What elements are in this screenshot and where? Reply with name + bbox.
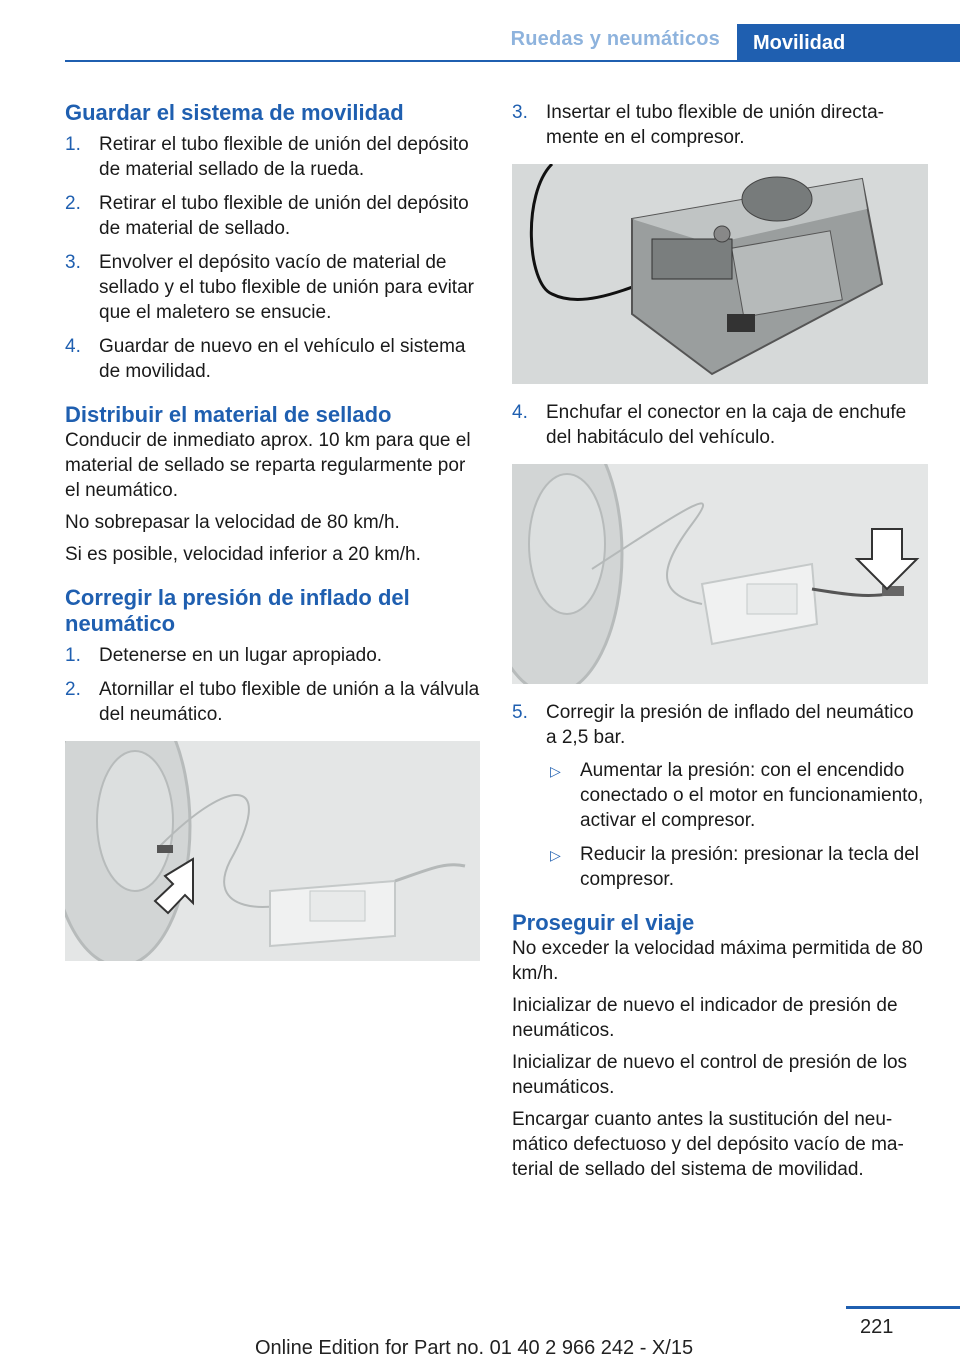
- triangle-bullet-icon: ▷: [550, 847, 561, 863]
- paragraph: Encargar cuanto antes la sustitución del neumático defectuoso y del depósito vacío de material de sellado del sistema de movilidad.: [512, 1109, 904, 1180]
- pressure-steps: [65, 643, 480, 727]
- step-text: Envolver el depósito vacío de material de sellado y el tubo flexible de unión para evitar que el maletero se ensucie.: [99, 252, 474, 323]
- compressor-steps-b: [512, 400, 928, 450]
- compressor-illustration: [512, 164, 928, 384]
- list-item: [65, 191, 480, 241]
- step-number: 1.: [65, 134, 81, 155]
- section-title-correct-pressure: Corregir la presión de inflado del neumático: [65, 585, 410, 636]
- step-text: Corregir la presión de inflado del neumático a 2,5 bar.: [546, 702, 914, 748]
- step-number: 2.: [65, 193, 81, 214]
- paragraph: Si es posible, velocidad inferior a 20 km/h.: [65, 544, 421, 565]
- step-number: 3.: [512, 102, 528, 123]
- step-number: 1.: [65, 645, 81, 666]
- list-item: [512, 700, 928, 892]
- step-text: Guardar de nuevo en el vehículo el sistema de movilidad.: [99, 336, 466, 382]
- step-text: Retirar el tubo flexible de unión del depósito de material de sellado.: [99, 193, 469, 239]
- sub-list-item: [546, 842, 928, 892]
- list-item: [65, 334, 480, 384]
- paragraph: Conducir de inmediato aprox. 10 km para que el material de sellado se reparta regularmente por el neumático.: [65, 430, 471, 501]
- paragraph: Inicializar de nuevo el indicador de presión de neumáticos.: [512, 995, 898, 1041]
- step-number: 5.: [512, 702, 528, 723]
- step-text: Retirar el tubo flexible de unión del depósito de material sellado de la rueda.: [99, 134, 469, 180]
- header-chapter-tab: Movilidad: [737, 24, 960, 62]
- footer-rule: [846, 1306, 960, 1309]
- list-item: [65, 677, 480, 727]
- list-item: [65, 132, 480, 182]
- figure-power-socket: [512, 464, 928, 684]
- socket-illustration: [512, 464, 928, 684]
- triangle-bullet-icon: ▷: [550, 763, 561, 779]
- header-rule: [65, 60, 960, 62]
- paragraph: No sobrepasar la velocidad de 80 km/h.: [65, 512, 400, 533]
- left-column: [65, 100, 480, 977]
- section-title-store: Guardar el sistema de movilidad: [65, 100, 404, 125]
- step-number: 4.: [512, 402, 528, 423]
- sub-list-item: [546, 758, 928, 833]
- list-item: [65, 250, 480, 325]
- figure-compressor-hose: [512, 164, 928, 384]
- step-number: 2.: [65, 679, 81, 700]
- section-title-continue: Proseguir el viaje: [512, 910, 695, 935]
- paragraph: Inicializar de nuevo el control de presión de los neumáticos.: [512, 1052, 908, 1098]
- list-item: [512, 400, 928, 450]
- section-title-distribute: Distribuir el material de sellado: [65, 402, 392, 427]
- list-item: [65, 643, 480, 668]
- pressure-sublist: [546, 758, 928, 892]
- header-section-label: Ruedas y neumáticos: [510, 28, 720, 50]
- step-text: Insertar el tubo flexible de unión directamente en el compresor.: [546, 102, 884, 148]
- figure-valve-connection: [65, 741, 480, 961]
- step-text: Enchufar el conector en la caja de enchufe del habitáculo del vehículo.: [546, 402, 907, 448]
- step-text: Atornillar el tubo flexible de unión a la válvula del neumático.: [99, 679, 480, 725]
- valve-illustration: [65, 741, 480, 961]
- sub-text: Reducir la presión: presionar la tecla del compresor.: [580, 844, 920, 890]
- edition-note: Online Edition for Part no. 01 40 2 966 242 - X/15: [255, 1337, 694, 1359]
- compressor-steps-c: [512, 700, 928, 892]
- store-steps: [65, 132, 480, 384]
- right-column: [512, 100, 928, 1189]
- paragraph: No exceder la velocidad máxima permitida de 80 km/h.: [512, 938, 923, 984]
- step-text: Detenerse en un lugar apropiado.: [99, 645, 383, 666]
- page-number: 221: [860, 1316, 894, 1338]
- list-item: [512, 100, 928, 150]
- step-number: 3.: [65, 252, 81, 273]
- step-number: 4.: [65, 336, 81, 357]
- page-header: [0, 0, 960, 62]
- sub-text: Aumentar la presión: con el encendido conectado o el motor en funcionamiento, activar el compresor.: [580, 760, 924, 831]
- compressor-steps-a: [512, 100, 928, 150]
